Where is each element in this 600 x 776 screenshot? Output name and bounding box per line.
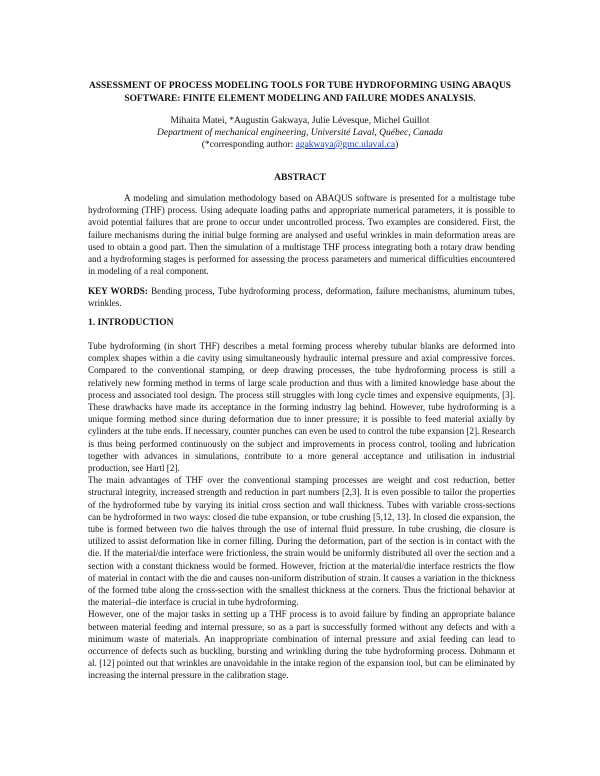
section-heading-introduction: 1. INTRODUCTION xyxy=(88,318,174,328)
body-paragraph: The main advantages of THF over the conventional stamping processes are weight and cost reduction, better structural integrity, increased strength and reduction in part numbers [2,3]. It is even possible to tailor the properties of the hydroformed tube by varying its initial cross section and wall thickness. Tubes with variable cross-sections can be hydroformed in two ways: closed die tube expansion, or tube crushing [5,12, 13]. In closed die expansion, the tube is formed between two die halves through the use of internal fluid pressure. In tube crushing, die closure is utilized to assist deformation like in corner filling. During the deformation, part of the section is in contact with the die. If the material/die interface were frictionless, the strain would be uniformly distributed all over the section and a section with a constant thickness would be formed. However, friction at the material/die interface restricts the flow of material in contact with the die and causes non-uniform distribution of strain. It causes a variation in the thickness of the formed tube along the cross-section with the smallest thickness at the corners. Thus the frictional behavior at the material–die interface is crucial in tube hydroforming. xyxy=(88,475,515,608)
keywords-text: Bending process, Tube hydroforming process, deformation, failure mechanisms, aluminum tubes, wrinkles. xyxy=(88,286,515,309)
abstract-text: A modeling and simulation methodology based on ABAQUS software is presented for a multistage tube hydroforming (THF) process. Using adequate loading paths and appropriate numerical parameters, it is possible to avoid potential failures that are prone to occur under uncontrolled process. Two examples are considered. First, the failure mechanisms during the initial bulge forming are analysed and useful wrinkles in main deformation areas are used to obtain a good part. Then the simulation of a multistage THF process integrating both a rotary draw bending and a hydroforming stages is performed for assessing the process parameters and numerical difficulties encountered in modeling of a real component. xyxy=(88,193,515,277)
corresponding-author xyxy=(70,139,530,151)
corresponding-prefix: (*corresponding author: xyxy=(201,140,296,150)
author-block xyxy=(70,115,530,151)
abstract-heading: ABSTRACT xyxy=(274,173,326,183)
keywords-paragraph xyxy=(88,285,515,309)
author-names: Mihaita Matei, *Augustin Gakwaya, Julie Lévesque, Michel Guillot xyxy=(170,116,430,126)
corresponding-email-link[interactable]: agakwaya@gmc.ulaval.ca xyxy=(295,140,396,150)
body-paragraph: Tube hydroforming (in short THF) describes a metal forming process whereby tubular blanks are deformed into complex shapes within a die cavity using simultaneously hydraulic internal pressure and axial compressive forces. Compared to the conventional stamping, or deep drawing processes, the tube hydroforming process is still a relatively new forming method in terms of large scale production and thus with a limited knowledge base about the process and associated tool design. The process still struggles with long cycle times and expensive equipments, [3]. These drawbacks have made its acceptance in the forming industry lag behind. However, tube hydroforming is a unique forming method since during deformation due to inner pressure; it is possible to feed material axially by cylinders at the tube ends. If necessary, counter punches can even be used to control the tube expansion [2]. Research is thus being performed continuously on the subject and improvements in process control, tooling and lubrication together with advances in simulations, contribute to a more general acceptance and utilisation in industrial production, see Hartl [2]. xyxy=(88,341,515,474)
body-paragraph: However, one of the major tasks in setting up a THF process is to avoid failure by finding an appropriate balance between material feeding and internal pressure, so as a part is successfully formed without any defects and with a minimum waste of materials. An inappropriate combination of internal pressure and axial feeding can lead to occurrence of defects such as buckling, bursting and wrinkling during the tube hydroforming process. Dohmann et al. [12] pointed out that wrinkles are unavoidable in the intake region of the expansion tool, but can be eliminated by increasing the internal pressure in the calibration stage. xyxy=(88,609,515,681)
keywords-label: KEY WORDS: xyxy=(88,286,148,296)
author-affiliation: Department of mechanical engineering, Université Laval, Québec, Canada xyxy=(157,128,443,138)
introduction-body xyxy=(88,340,515,682)
corresponding-suffix: ) xyxy=(395,140,399,150)
paper-title: ASSESSMENT OF PROCESS MODELING TOOLS FOR TUBE HYDROFORMING USING ABAQUS SOFTWARE: FINITE ELEMENT MODELING AND FAILURE MODES ANALYSIS. xyxy=(88,81,512,104)
